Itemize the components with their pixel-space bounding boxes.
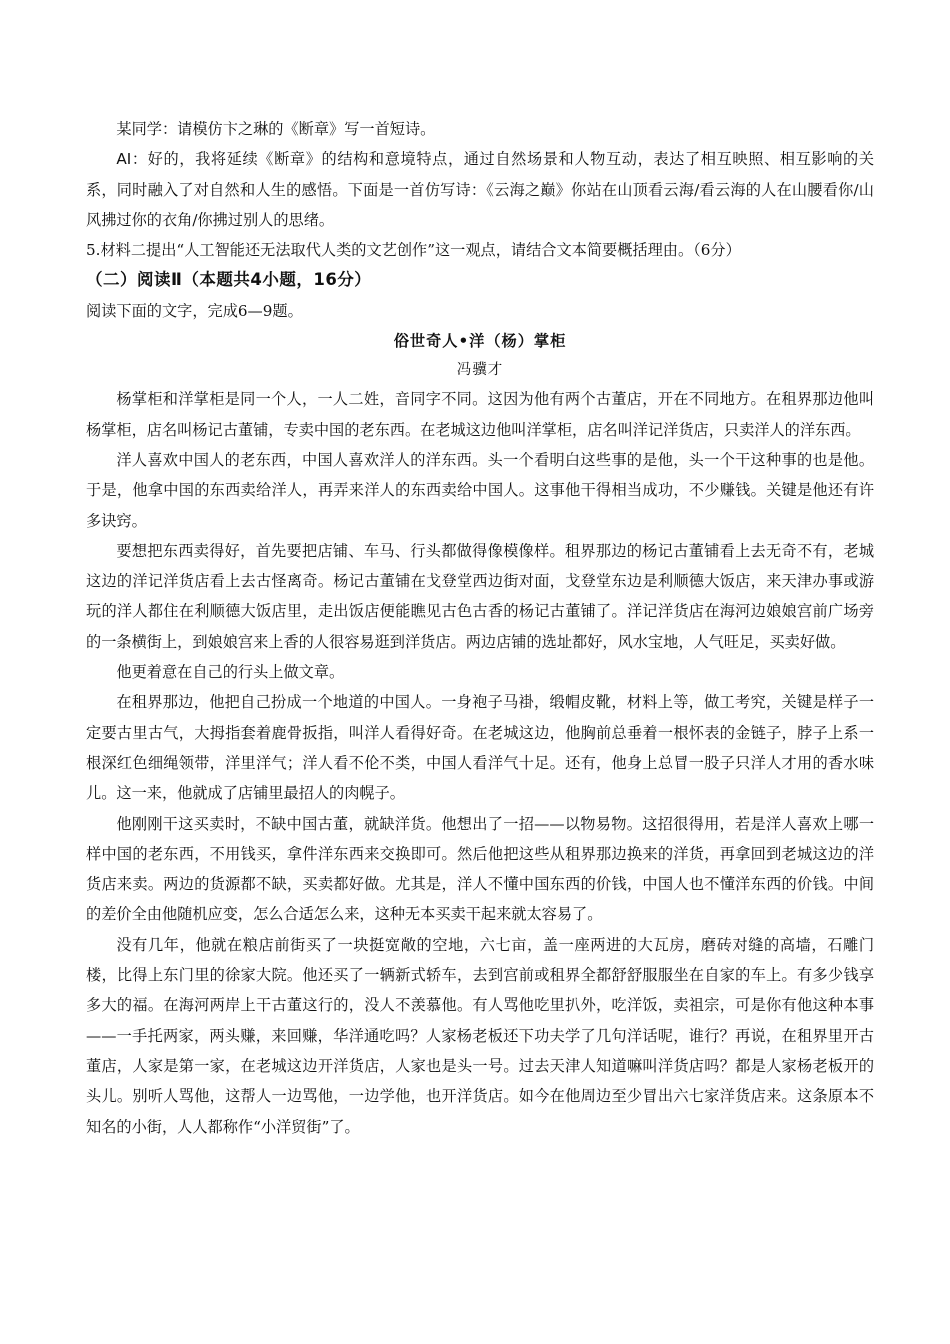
article-paragraph-5: 在租界那边，他把自己扮成一个地道的中国人。一身袍子马褂，缎帽皮靴，材料上等，做工考究，关键是样子一定要古里古气，大拇指套着鹿骨扳指，叫洋人看得好奇。在老城这边，他胸前总垂着一根怀表的金链子，脖子上系一根深红色细绳领带，洋里洋气；洋人看不伦不类，中国人看洋气十足。还有，他身上总冒一股子只洋人才用的香水味儿。这一来，他就成了店铺里最招人的肉幌子。 [86,693,874,803]
student-prompt-line: 某同学：请模仿卞之琳的《断章》写一首短诗。 [116,120,436,138]
article-paragraph-2: 洋人喜欢中国人的老东西，中国人喜欢洋人的洋东西。头一个看明白这些事的是他，头一个干这种事的也是他。于是，他拿中国的东西卖给洋人，再弄来洋人的东西卖给中国人。这事他干得相当成功，不少赚钱。关键是他还有许多诀窍。 [86,450,874,530]
article-paragraph-7: 没有几年，他就在粮店前街买了一块挺宽敞的空地，六七亩，盖一座两进的大瓦房，磨砖对缝的高墙，石雕门楼，比得上东门里的徐家大院。他还买了一辆新式轿车，去到宫前或租界全都舒舒服服坐在自家的车上。有多少钱享多大的福。在海河两岸上干古董这行的，没人不羡慕他。有人骂他吃里扒外，吃洋饭，卖祖宗，可是你有他这种本事——一手托两家，两头赚，来回赚，华洋通吃吗？人家杨老板还下功夫学了几句洋话呢，谁行？再说，在租界里开古董店，人家是第一家，在老城这边开洋货店，人家也是头一号。过去天津人知道嘛叫洋货店吗？都是人家杨老板开的头儿。别听人骂他，这帮人一边骂他，一边学他，也开洋货店。如今在他周边至少冒出六七家洋货店来。这条原本不知名的小街，人人都称作“小洋贸街”了。 [86,935,874,1136]
ai-response-text: ：好的，我将延续《断章》的结构和意境特点，通过自然场景和人物互动，表达了相互映照、相互影响的关系，同时融入了对自然和人生的感悟。下面是一首仿写诗：《云海之巅》你站在山顶看云海/看云海的人在山腰看你/山风拂过你的衣角/你拂过别人的思绪。 [86,150,874,229]
ai-label: AI [116,150,132,169]
article-title: 俗世奇人•洋（杨）掌柜 [393,332,567,351]
section-heading: （二）阅读Ⅱ（本题共4小题，16分） [86,270,372,290]
question-5: 5.材料二提出“人工智能还无法取代人类的文艺创作”这一观点，请结合文本简要概括理由。（6分） [86,241,741,260]
document-page [86,114,874,1142]
ai-response-paragraph [86,144,874,235]
article-author: 冯骥才 [456,362,504,379]
article-paragraph-1: 杨掌柜和洋掌柜是同一个人，一人二姓，音同字不同。这因为他有两个古董店，开在不同地方。在租界那边他叫杨掌柜，店名叫杨记古董铺，专卖中国的老东西。在老城这边他叫洋掌柜，店名叫洋记洋货店，只卖洋人的洋东西。 [86,390,874,439]
article-paragraph-6: 他刚刚干这买卖时，不缺中国古董，就缺洋货。他想出了一招——以物易物。这招很得用，若是洋人喜欢上哪一样中国的老东西，不用钱买，拿件洋东西来交换即可。然后他把这些从租界那边换来的洋货，再拿回到老城这边的洋货店来卖。两边的货源都不缺，买卖都好做。尤其是，洋人不懂中国东西的价钱，中国人也不懂洋东西的价钱。中间的差价全由他随机应变，怎么合适怎么来，这种无本买卖干起来就太容易了。 [86,814,874,924]
section-instruction: 阅读下面的文字，完成6—9题。 [86,301,303,320]
article-paragraph-3: 要想把东西卖得好，首先要把店铺、车马、行头都做得像模像样。租界那边的杨记古董铺看上去无奇不有，老城这边的洋记洋货店看上去古怪离奇。杨记古董铺在戈登堂西边街对面，戈登堂东边是利顺德大饭店，来天津办事或游玩的洋人都住在利顺德大饭店里，走出饭店便能瞧见古色古香的杨记古董铺了。洋记洋货店在海河边娘娘宫前广场旁的一条横街上，到娘娘宫来上香的人很容易逛到洋货店。两边店铺的选址都好，风水宝地，人气旺足，买卖好做。 [86,541,874,651]
article-paragraph-4: 他更着意在自己的行头上做文章。 [116,663,345,682]
